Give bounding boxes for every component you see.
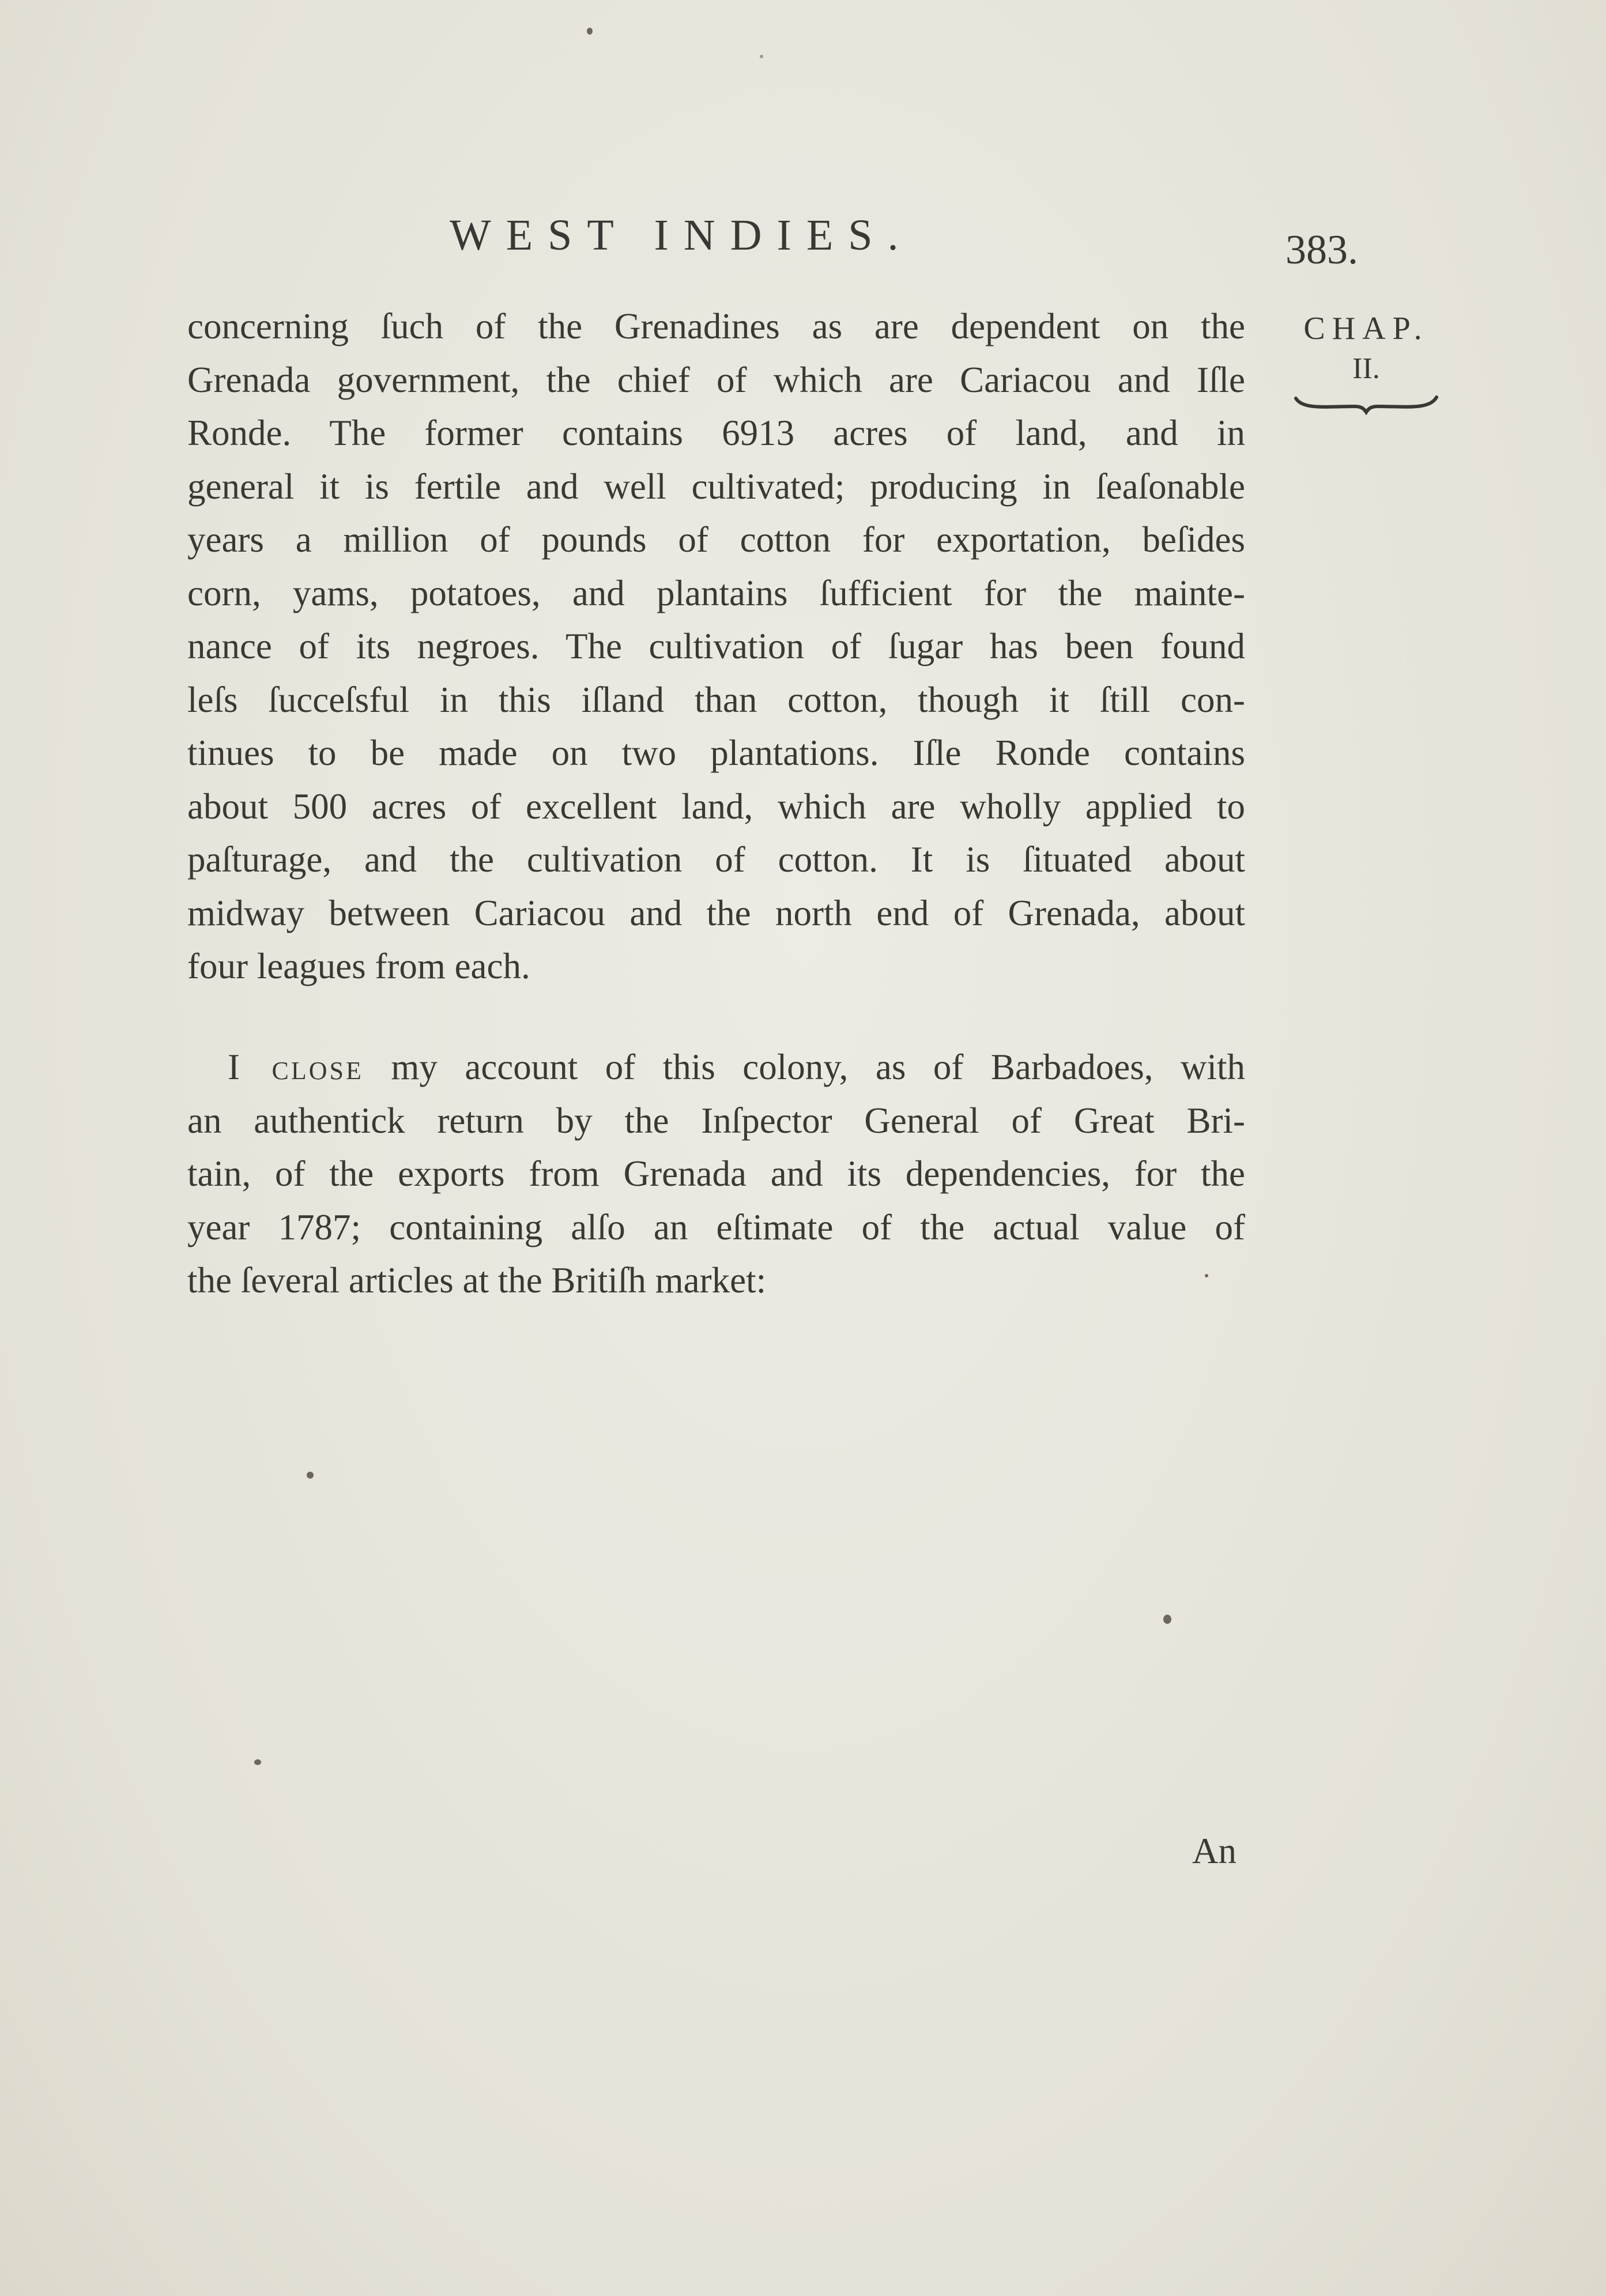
text-line: about 500 acres of excellent land, which are wholly applied to bbox=[187, 786, 1245, 827]
text-line: midway between Cariacou and the north end of Grenada, about bbox=[187, 892, 1245, 933]
paper-speck bbox=[254, 1759, 261, 1765]
text-line: concerning ſuch of the Grenadines as are dependent on the bbox=[187, 306, 1245, 346]
text-line: corn, yams, potatoes, and plantains ſufficient for the mainte- bbox=[187, 572, 1245, 613]
paper-speck bbox=[587, 28, 593, 35]
text-line-first bbox=[187, 1040, 1245, 1094]
text-line: an authentick return by the Inſpector General of Great Bri- bbox=[187, 1100, 1245, 1141]
text-line: Ronde. The former contains 6913 acres of land, and in bbox=[187, 413, 1245, 453]
paper-speck bbox=[307, 1472, 314, 1479]
page-number: 383. bbox=[1285, 227, 1358, 273]
paragraph-2 bbox=[187, 1040, 1245, 1307]
text-line: leſs ſucceſsful in this iſland than cotton, though it ſtill con- bbox=[187, 679, 1245, 720]
text-line: general it is fertile and well cultivated; producing in ſeaſonable bbox=[187, 466, 1245, 507]
text-line: years a million of pounds of cotton for exportation, beſides bbox=[187, 519, 1245, 560]
catchword: An bbox=[1192, 1831, 1236, 1871]
paper-speck bbox=[1205, 1274, 1208, 1277]
brace-ornament-icon bbox=[1291, 393, 1441, 416]
text-line: nance of its negroes. The cultivation of ſugar has been found bbox=[187, 626, 1245, 666]
text-line: four leagues from each. bbox=[187, 946, 530, 986]
paragraph-1 bbox=[187, 300, 1245, 993]
text-line: year 1787; containing alſo an eſtimate of the actual value of bbox=[187, 1207, 1245, 1247]
text-line: tinues to be made on two plantations. Iſle Ronde contains bbox=[187, 733, 1245, 773]
paper-speck bbox=[1163, 1615, 1171, 1624]
text-line-rest: my account of this colony, as of Barbadoes, with bbox=[363, 1047, 1246, 1087]
side-note-number: II. bbox=[1352, 352, 1380, 385]
text-line: the ſeveral articles at the Britiſh market: bbox=[187, 1260, 767, 1300]
side-note-chap: CHAP. bbox=[1303, 311, 1429, 346]
text-line: Grenada government, the chief of which are Cariacou and Iſle bbox=[187, 359, 1245, 400]
paper-speck bbox=[760, 55, 763, 58]
text-line: paſturage, and the cultivation of cotton. It is ſituated about bbox=[187, 839, 1245, 880]
chapter-side-note bbox=[1280, 308, 1453, 416]
running-head: WEST INDIES. bbox=[450, 211, 914, 259]
text-line: tain, of the exports from Grenada and its dependencies, for the bbox=[187, 1153, 1245, 1194]
paragraph-lead: I close bbox=[228, 1047, 364, 1087]
